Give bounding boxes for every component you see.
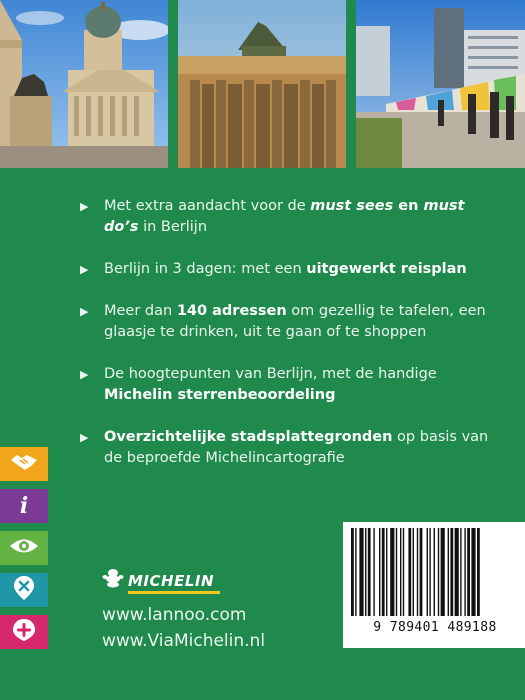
barcode-bar — [427, 528, 428, 616]
barcode-bar — [413, 528, 414, 616]
barcode-bar — [365, 528, 366, 616]
link-lannoo[interactable]: www.lannoo.com — [102, 605, 247, 625]
barcode-bar — [448, 528, 449, 616]
barcode-bar — [386, 528, 387, 616]
feature-text: Met extra aandacht voor de must sees en must do’s in Berlijn — [104, 198, 465, 235]
website-links — [102, 602, 265, 654]
barcode-bar — [408, 528, 411, 616]
barcode-bar — [382, 528, 385, 616]
handshake-icon — [9, 452, 39, 476]
barcode-bar — [373, 528, 374, 616]
barcode-bar — [441, 528, 445, 616]
barcode-bar — [351, 528, 354, 616]
photo-strip — [0, 0, 525, 168]
tab-pin — [0, 573, 48, 607]
photo-east-side-gallery — [356, 0, 525, 168]
feature-text: Berlijn in 3 dagen: met een uitgewerkt reisplan — [104, 261, 467, 277]
feature-text: Meer dan 140 adressen om gezellig te tafelen, een glaasje te drinken, uit te gaan of te shoppen — [104, 303, 486, 340]
michelin-logo — [102, 568, 214, 594]
barcode-bar — [434, 528, 435, 616]
tab-handshake — [0, 447, 48, 481]
barcode — [343, 522, 525, 648]
feature-item — [80, 301, 500, 343]
barcode-bar — [390, 528, 394, 616]
link-viamichelin[interactable]: www.ViaMichelin.nl — [102, 631, 266, 651]
barcode-bar — [471, 528, 475, 616]
feature-item — [80, 196, 500, 238]
arrow-right-icon: ▶ — [80, 431, 89, 444]
plus-icon — [12, 618, 36, 646]
barcode-bar — [400, 528, 401, 616]
barcode-bar — [467, 528, 470, 616]
arrow-right-icon: ▶ — [80, 263, 89, 276]
barcode-bar — [450, 528, 453, 616]
feature-text: De hoogtepunten van Berlijn, met de handige Michelin sterrenbeoordeling — [104, 366, 437, 403]
barcode-bar — [355, 528, 356, 616]
eye-icon — [9, 537, 39, 559]
isbn-number: 9 789401 489188 — [373, 620, 497, 635]
barcode-bar — [417, 528, 418, 616]
barcode-bar — [429, 528, 430, 616]
feature-item — [80, 364, 500, 406]
arrow-right-icon: ▶ — [80, 305, 89, 318]
michelin-wordmark: MICHELIN — [128, 572, 215, 590]
barcode-bar — [455, 528, 459, 616]
tab-info — [0, 489, 48, 523]
tab-plus — [0, 615, 48, 649]
barcode-bar — [403, 528, 404, 616]
arrow-right-icon: ▶ — [80, 200, 89, 213]
barcode-bar — [460, 528, 461, 616]
feature-item — [80, 427, 500, 469]
barcode-bar — [396, 528, 397, 616]
barcode-bar — [368, 528, 371, 616]
barcode-bar — [359, 528, 363, 616]
barcode-bar — [379, 528, 380, 616]
feature-text: Overzichtelijke stadsplattegronden op basis van de beproefde Michelincartografie — [104, 429, 489, 466]
barcode-bar — [420, 528, 423, 616]
info-icon: i — [19, 493, 29, 519]
arrow-right-icon: ▶ — [80, 368, 89, 381]
michelin-man-icon — [102, 568, 124, 594]
tab-eye — [0, 531, 48, 565]
barcode-bar — [477, 528, 480, 616]
barcode-bars — [351, 528, 519, 618]
barcode-bar — [464, 528, 465, 616]
barcode-bar — [438, 528, 439, 616]
feature-list — [80, 196, 500, 490]
map-pin-icon — [13, 575, 35, 605]
feature-item — [80, 259, 500, 280]
photo-gendarmenmarkt — [0, 0, 168, 168]
photo-brandenburger-tor — [178, 0, 346, 168]
